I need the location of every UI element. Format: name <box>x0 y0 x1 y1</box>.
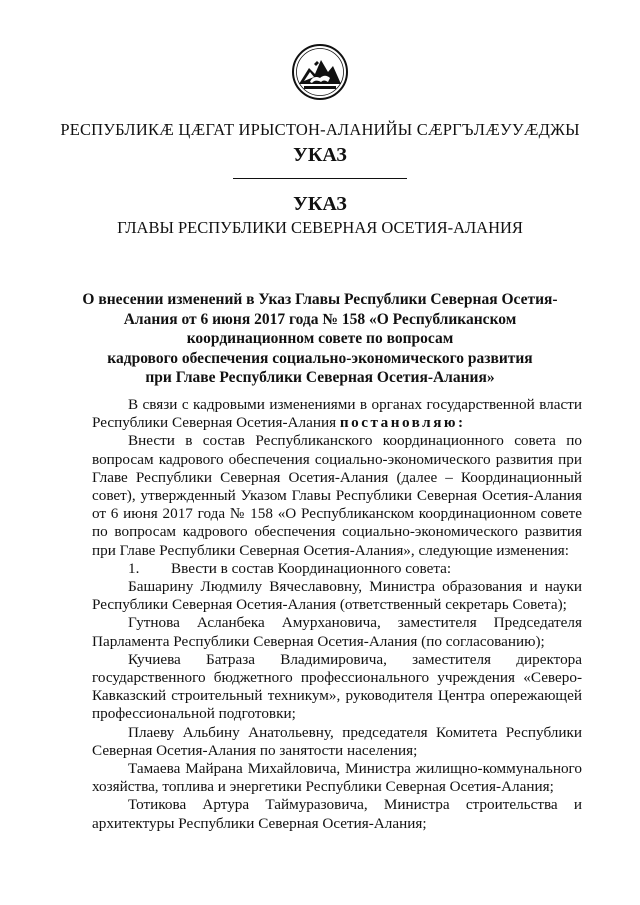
list-item-number: 1. <box>128 559 140 577</box>
member-paragraph: Тотикова Артура Таймуразовича, Министра строительства и архитектуры Республики Северная Осетия-Алания; <box>92 796 582 832</box>
member-paragraph: Плаеву Альбину Анатольевну, председателя Комитета Республики Северная Осетия-Алания по занятости населения; <box>92 723 582 759</box>
decree-keyword: постановляю: <box>339 414 466 432</box>
decree-title-line: при Главе Республики Северная Осетия-Алания» <box>145 369 495 386</box>
decree-title-line: координационном совете по вопросам <box>186 330 454 347</box>
preamble-text: В связи с кадровыми изменениями в органах государственной власти Республики Северная Осетия-Алания <box>92 396 582 432</box>
member-paragraph: Гутнова Асланбека Амурхановича, заместителя Председателя Парламента Республики Северная Осетия-Алания (по согласованию); <box>92 614 582 650</box>
ossetian-republic-title: РЕСПУБЛИКӔ ЦӔГАТ ИРЫСТОН-АЛАНИЙЫ СӔРГЪЛӔУУӔДЖЫ <box>60 120 580 139</box>
decree-title-line: Алания от 6 июня 2017 года № 158 «О Республиканском <box>123 310 517 328</box>
member-paragraph: Тамаева Майрана Михайловича, Министра жилищно-коммунального хозяйства, топлива и энергетики Республики Северная Осетия-Алания; <box>92 760 582 796</box>
issuing-authority: ГЛАВЫ РЕСПУБЛИКИ СЕВЕРНАЯ ОСЕТИЯ-АЛАНИЯ <box>117 218 523 237</box>
preamble-paragraph <box>92 396 582 432</box>
list-item-text: Ввести в состав Координационного совета: <box>171 559 452 577</box>
intro-paragraph: Внести в состав Республиканского координационного совета по вопросам кадрового обеспечения социально-экономического развития при Главе Республики Северная Осетия-Алания (далее – Координационный совет), утвержденный Указом Главы Республики Северная Осетия-Алания от 6 июня 2017 года № 158 «О Республиканском координационном совете по вопросам кадрового обеспечения социально-экономического развития при Главе Республики Северная Осетия-Алания», следующие изменения: <box>92 432 582 559</box>
list-item <box>92 560 582 578</box>
russian-document-type: УКАЗ <box>293 193 347 215</box>
member-paragraph: Кучиева Батраза Владимировича, заместителя директора государственного бюджетного профессионального учреждения «Северо-Кавказский строительный техникум», руководителя Центра опережающей профессиональной подготовки; <box>92 650 582 723</box>
decree-title <box>60 290 580 388</box>
member-paragraph: Башарину Людмилу Вячеславовну, Министра образования и науки Республики Северная Осетия-Алания (ответственный секретарь Совета); <box>92 578 582 614</box>
header-divider <box>233 178 407 179</box>
coat-of-arms-emblem-icon <box>290 42 350 102</box>
decree-title-line: кадрового обеспечения социально-экономического развития <box>107 349 533 367</box>
decree-body <box>92 396 582 833</box>
decree-title-line: О внесении изменений в Указ Главы Республики Северная Осетия- <box>82 291 558 308</box>
ossetian-document-type: УКАЗ <box>293 144 347 166</box>
